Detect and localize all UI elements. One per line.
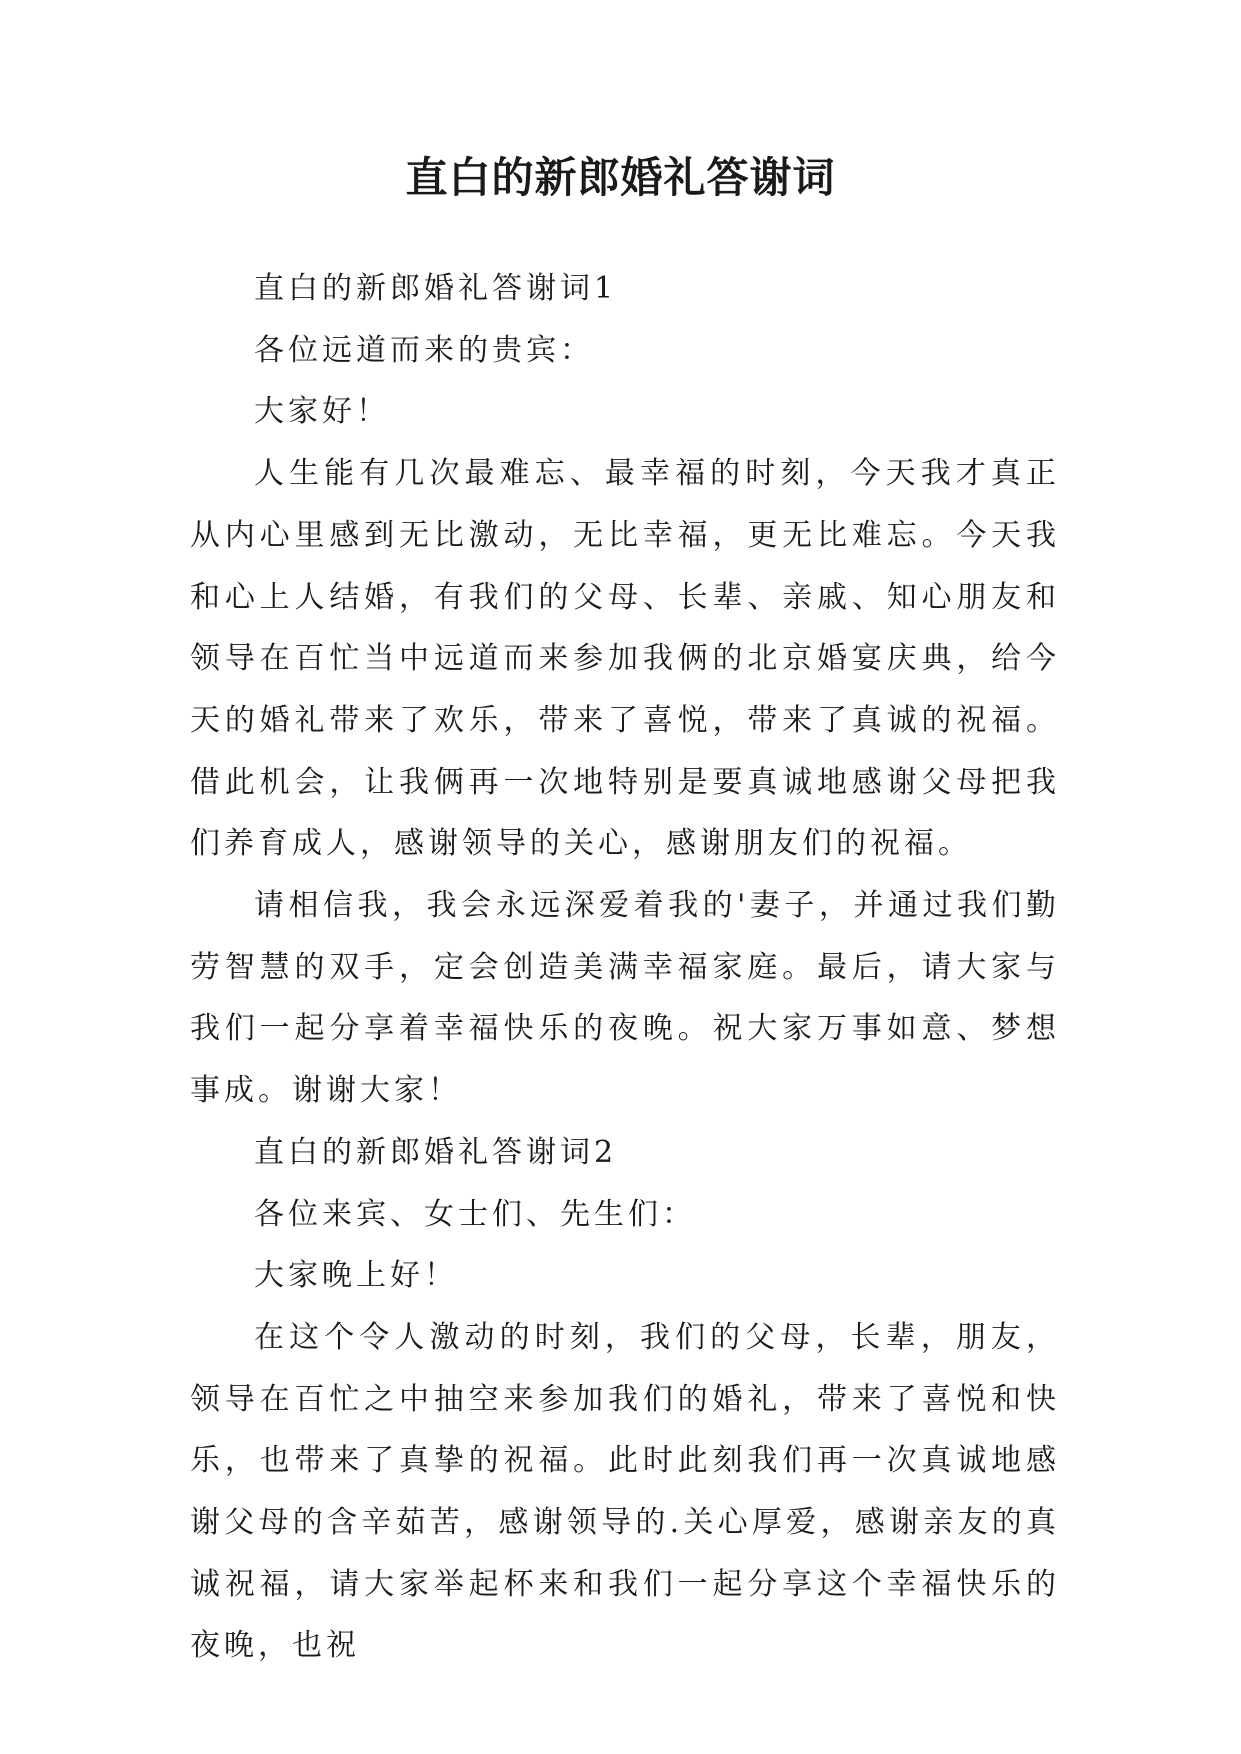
document-title: 直白的新郎婚礼答谢词 [405,153,836,202]
body-paragraph: 请相信我，我会永远深爱着我的'妻子，并通过我们勤劳智慧的双手，定会创造美满幸福家庭。最后，请大家与我们一起分享着幸福快乐的夜晚。祝大家万事如意、梦想事成。谢谢大家！ [190,888,1060,1109]
body-paragraph: 在这个令人激动的时刻，我们的父母，长辈，朋友，领导在百忙之中抽空来参加我们的婚礼，带来了喜悦和快乐，也带来了真挚的祝福。此时此刻我们再一次真诚地感谢父母的含辛茹苦，感谢领导的.关心厚爱，感谢亲友的真诚祝福，请大家举起杯来和我们一起分享这个幸福快乐的夜晚，也祝 [190,1319,1060,1664]
salutation-2: 各位来宾、女士们、先生们： [254,1196,696,1232]
section-heading-2: 直白的新郎婚礼答谢词2 [254,1134,618,1170]
section-heading-1: 直白的新郎婚礼答谢词1 [254,271,618,306]
greeting-2: 大家晚上好！ [254,1258,458,1294]
body-paragraph: 人生能有几次最难忘、最幸福的时刻，今天我才真正从内心里感到无比激动，无比幸福，更无比难忘。今天我和心上人结婚，有我们的父母、长辈、亲戚、知心朋友和领导在百忙当中远道而来参加我俩的北京婚宴庆典，给今天的婚礼带来了欢乐，带来了喜悦，带来了真诚的祝福。借此机会，让我俩再一次地特别是要真诚地感谢父母把我们养育成人，感谢领导的关心，感谢朋友们的祝福。 [190,456,1060,862]
salutation-1: 各位远道而来的贵宾： [254,332,594,368]
document-body [190,258,1060,1677]
greeting-1: 大家好！ [254,394,390,430]
